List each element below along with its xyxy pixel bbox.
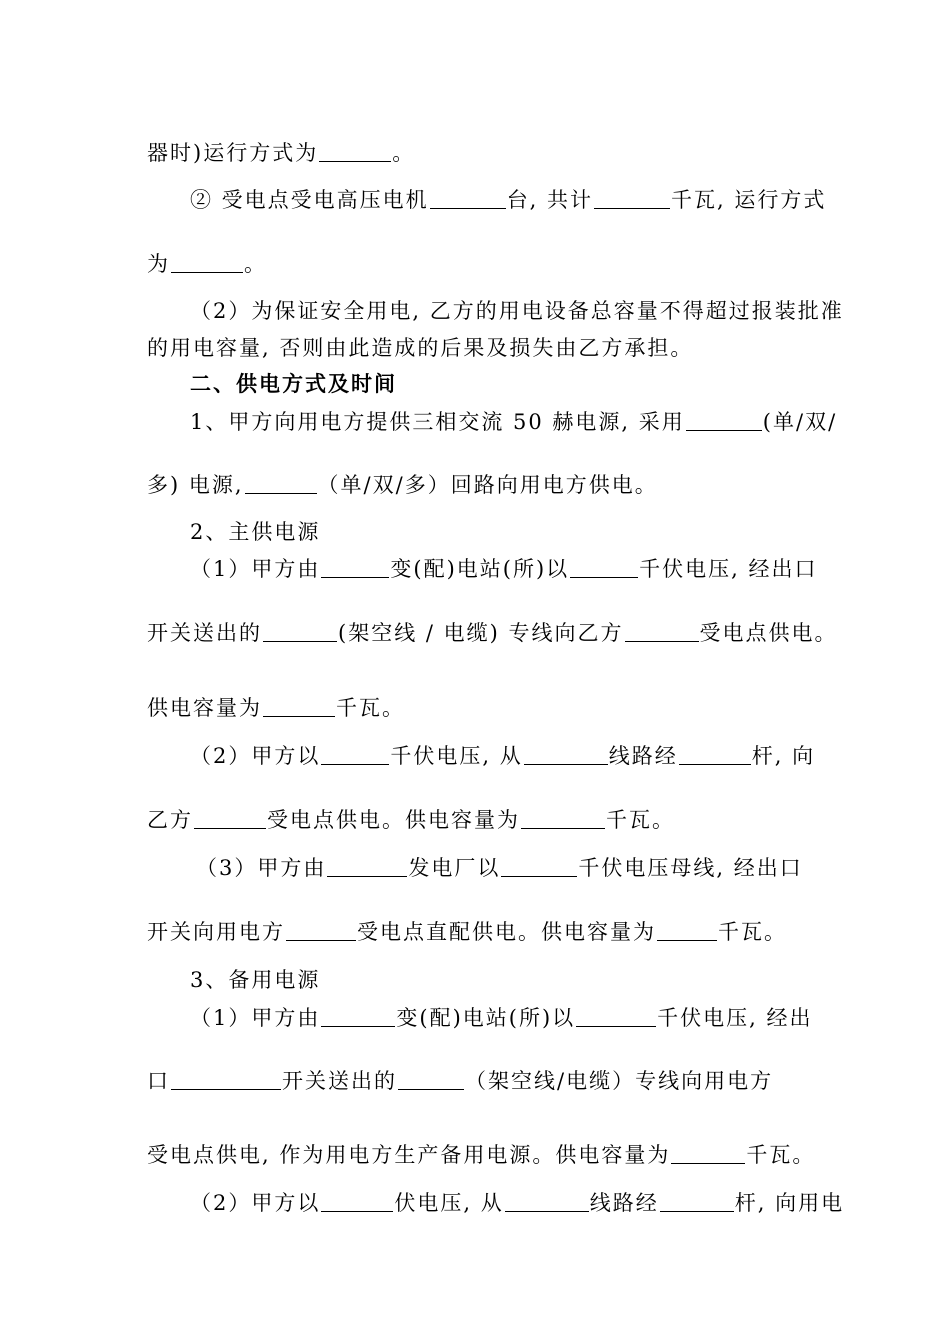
text-line bbox=[190, 741, 815, 771]
text-segment: （3）甲方由 bbox=[196, 856, 327, 880]
text-line bbox=[190, 407, 837, 437]
text-segment: 开关送出的 bbox=[282, 1069, 397, 1093]
text-line bbox=[190, 965, 320, 995]
text-segment: 千瓦, 运行方式 bbox=[671, 188, 827, 212]
fill-in-blank[interactable] bbox=[321, 555, 389, 578]
section-heading bbox=[190, 369, 397, 399]
text-line bbox=[190, 554, 818, 584]
text-segment: 千瓦。 bbox=[718, 920, 787, 944]
text-line bbox=[147, 249, 267, 279]
text-segment: 千瓦。 bbox=[606, 808, 675, 832]
text-segment: 受电点供电。 bbox=[699, 621, 838, 645]
text-segment: 。 bbox=[392, 141, 416, 165]
fill-in-blank[interactable] bbox=[671, 1141, 745, 1164]
text-segment: 3、备用电源 bbox=[190, 968, 321, 992]
fill-in-blank[interactable] bbox=[660, 1189, 734, 1212]
text-segment: (单/双/ bbox=[762, 410, 838, 434]
text-line bbox=[147, 805, 675, 835]
fill-in-blank[interactable] bbox=[686, 408, 762, 431]
text-segment: 线路经 bbox=[608, 744, 678, 768]
text-line bbox=[147, 917, 787, 947]
fill-in-blank[interactable] bbox=[505, 1189, 589, 1212]
fill-in-blank[interactable] bbox=[171, 250, 243, 273]
text-segment: 台, 共计 bbox=[506, 188, 594, 212]
fill-in-blank[interactable] bbox=[321, 742, 389, 765]
fill-in-blank[interactable] bbox=[319, 139, 391, 162]
text-segment: （2）为保证安全用电, 乙方的用电设备总容量不得超过报装批准 bbox=[190, 299, 844, 323]
text-segment: 乙方 bbox=[147, 808, 193, 832]
fill-in-blank[interactable] bbox=[286, 918, 356, 941]
text-line bbox=[190, 296, 844, 326]
fill-in-blank[interactable] bbox=[321, 1004, 395, 1027]
text-line bbox=[147, 470, 658, 500]
fill-in-blank[interactable] bbox=[194, 806, 266, 829]
text-segment: 多) 电源, bbox=[147, 473, 244, 497]
fill-in-blank[interactable] bbox=[657, 918, 717, 941]
text-segment: 开关送出的 bbox=[147, 621, 262, 645]
text-segment: 2、主供电源 bbox=[190, 520, 321, 544]
text-segment: 为 bbox=[147, 252, 170, 276]
fill-in-blank[interactable] bbox=[594, 186, 670, 209]
text-line bbox=[190, 185, 826, 215]
text-segment: 开关向用电方 bbox=[147, 920, 285, 944]
fill-in-blank[interactable] bbox=[321, 1189, 393, 1212]
fill-in-blank[interactable] bbox=[570, 555, 638, 578]
text-segment: （单/双/多）回路向用电方供电。 bbox=[317, 473, 658, 497]
fill-in-blank[interactable] bbox=[263, 694, 335, 717]
text-segment: 口 bbox=[147, 1069, 170, 1093]
text-line bbox=[147, 138, 415, 168]
text-segment: （1）甲方由 bbox=[190, 557, 321, 581]
fill-in-blank[interactable] bbox=[501, 854, 577, 877]
text-line bbox=[147, 1066, 773, 1096]
text-segment: 二、供电方式及时间 bbox=[190, 372, 397, 396]
text-segment: （架空线/电缆）专线向用电方 bbox=[465, 1069, 774, 1093]
text-line bbox=[147, 333, 693, 363]
text-line bbox=[190, 1188, 844, 1218]
text-segment: ② 受电点受电高压电机 bbox=[190, 188, 429, 212]
fill-in-blank[interactable] bbox=[263, 619, 337, 642]
text-segment: 杆, 向用电 bbox=[734, 1191, 845, 1215]
text-segment: （2）甲方以 bbox=[190, 744, 321, 768]
fill-in-blank[interactable] bbox=[524, 742, 608, 765]
text-segment: 线路经 bbox=[589, 1191, 659, 1215]
text-segment: 器时)运行方式为 bbox=[147, 141, 319, 165]
text-segment: 千瓦。 bbox=[336, 696, 405, 720]
text-segment: 千瓦。 bbox=[746, 1143, 816, 1167]
fill-in-blank[interactable] bbox=[245, 471, 317, 494]
text-line bbox=[190, 1003, 813, 1033]
text-segment: 伏电压, 从 bbox=[394, 1191, 504, 1215]
fill-in-blank[interactable] bbox=[327, 854, 407, 877]
text-segment: 千伏电压母线, 经出口 bbox=[578, 856, 803, 880]
text-segment: 的用电容量, 否则由此造成的后果及损失由乙方承担。 bbox=[147, 336, 694, 360]
text-line bbox=[147, 693, 405, 723]
text-segment: 千伏电压, 经出 bbox=[657, 1006, 813, 1030]
fill-in-blank[interactable] bbox=[398, 1067, 464, 1090]
text-segment: 供电容量为 bbox=[147, 696, 262, 720]
fill-in-blank[interactable] bbox=[521, 806, 605, 829]
text-line bbox=[190, 517, 320, 547]
text-segment: 杆, 向 bbox=[751, 744, 816, 768]
text-segment: 1、甲方向用电方提供三相交流 50 赫电源, 采用 bbox=[190, 410, 685, 434]
fill-in-blank[interactable] bbox=[576, 1004, 656, 1027]
text-segment: 千伏电压, 经出口 bbox=[639, 557, 818, 581]
text-segment: 。 bbox=[244, 252, 267, 276]
text-segment: 受电点供电。供电容量为 bbox=[267, 808, 520, 832]
fill-in-blank[interactable] bbox=[171, 1067, 281, 1090]
text-segment: 发电厂以 bbox=[408, 856, 501, 880]
text-line bbox=[147, 618, 838, 648]
fill-in-blank[interactable] bbox=[430, 186, 506, 209]
text-line bbox=[196, 853, 803, 883]
text-segment: 变(配)电站(所)以 bbox=[390, 557, 570, 581]
text-segment: 千伏电压, 从 bbox=[390, 744, 523, 768]
fill-in-blank[interactable] bbox=[679, 742, 751, 765]
text-segment: （2）甲方以 bbox=[190, 1191, 321, 1215]
text-line bbox=[147, 1140, 815, 1170]
text-segment: 受电点供电, 作为用电方生产备用电源。供电容量为 bbox=[147, 1143, 671, 1167]
text-segment: (架空线 / 电缆) 专线向乙方 bbox=[338, 621, 624, 645]
text-segment: 变(配)电站(所)以 bbox=[396, 1006, 576, 1030]
fill-in-blank[interactable] bbox=[625, 619, 699, 642]
text-segment: 受电点直配供电。供电容量为 bbox=[357, 920, 656, 944]
text-segment: （1）甲方由 bbox=[190, 1006, 321, 1030]
